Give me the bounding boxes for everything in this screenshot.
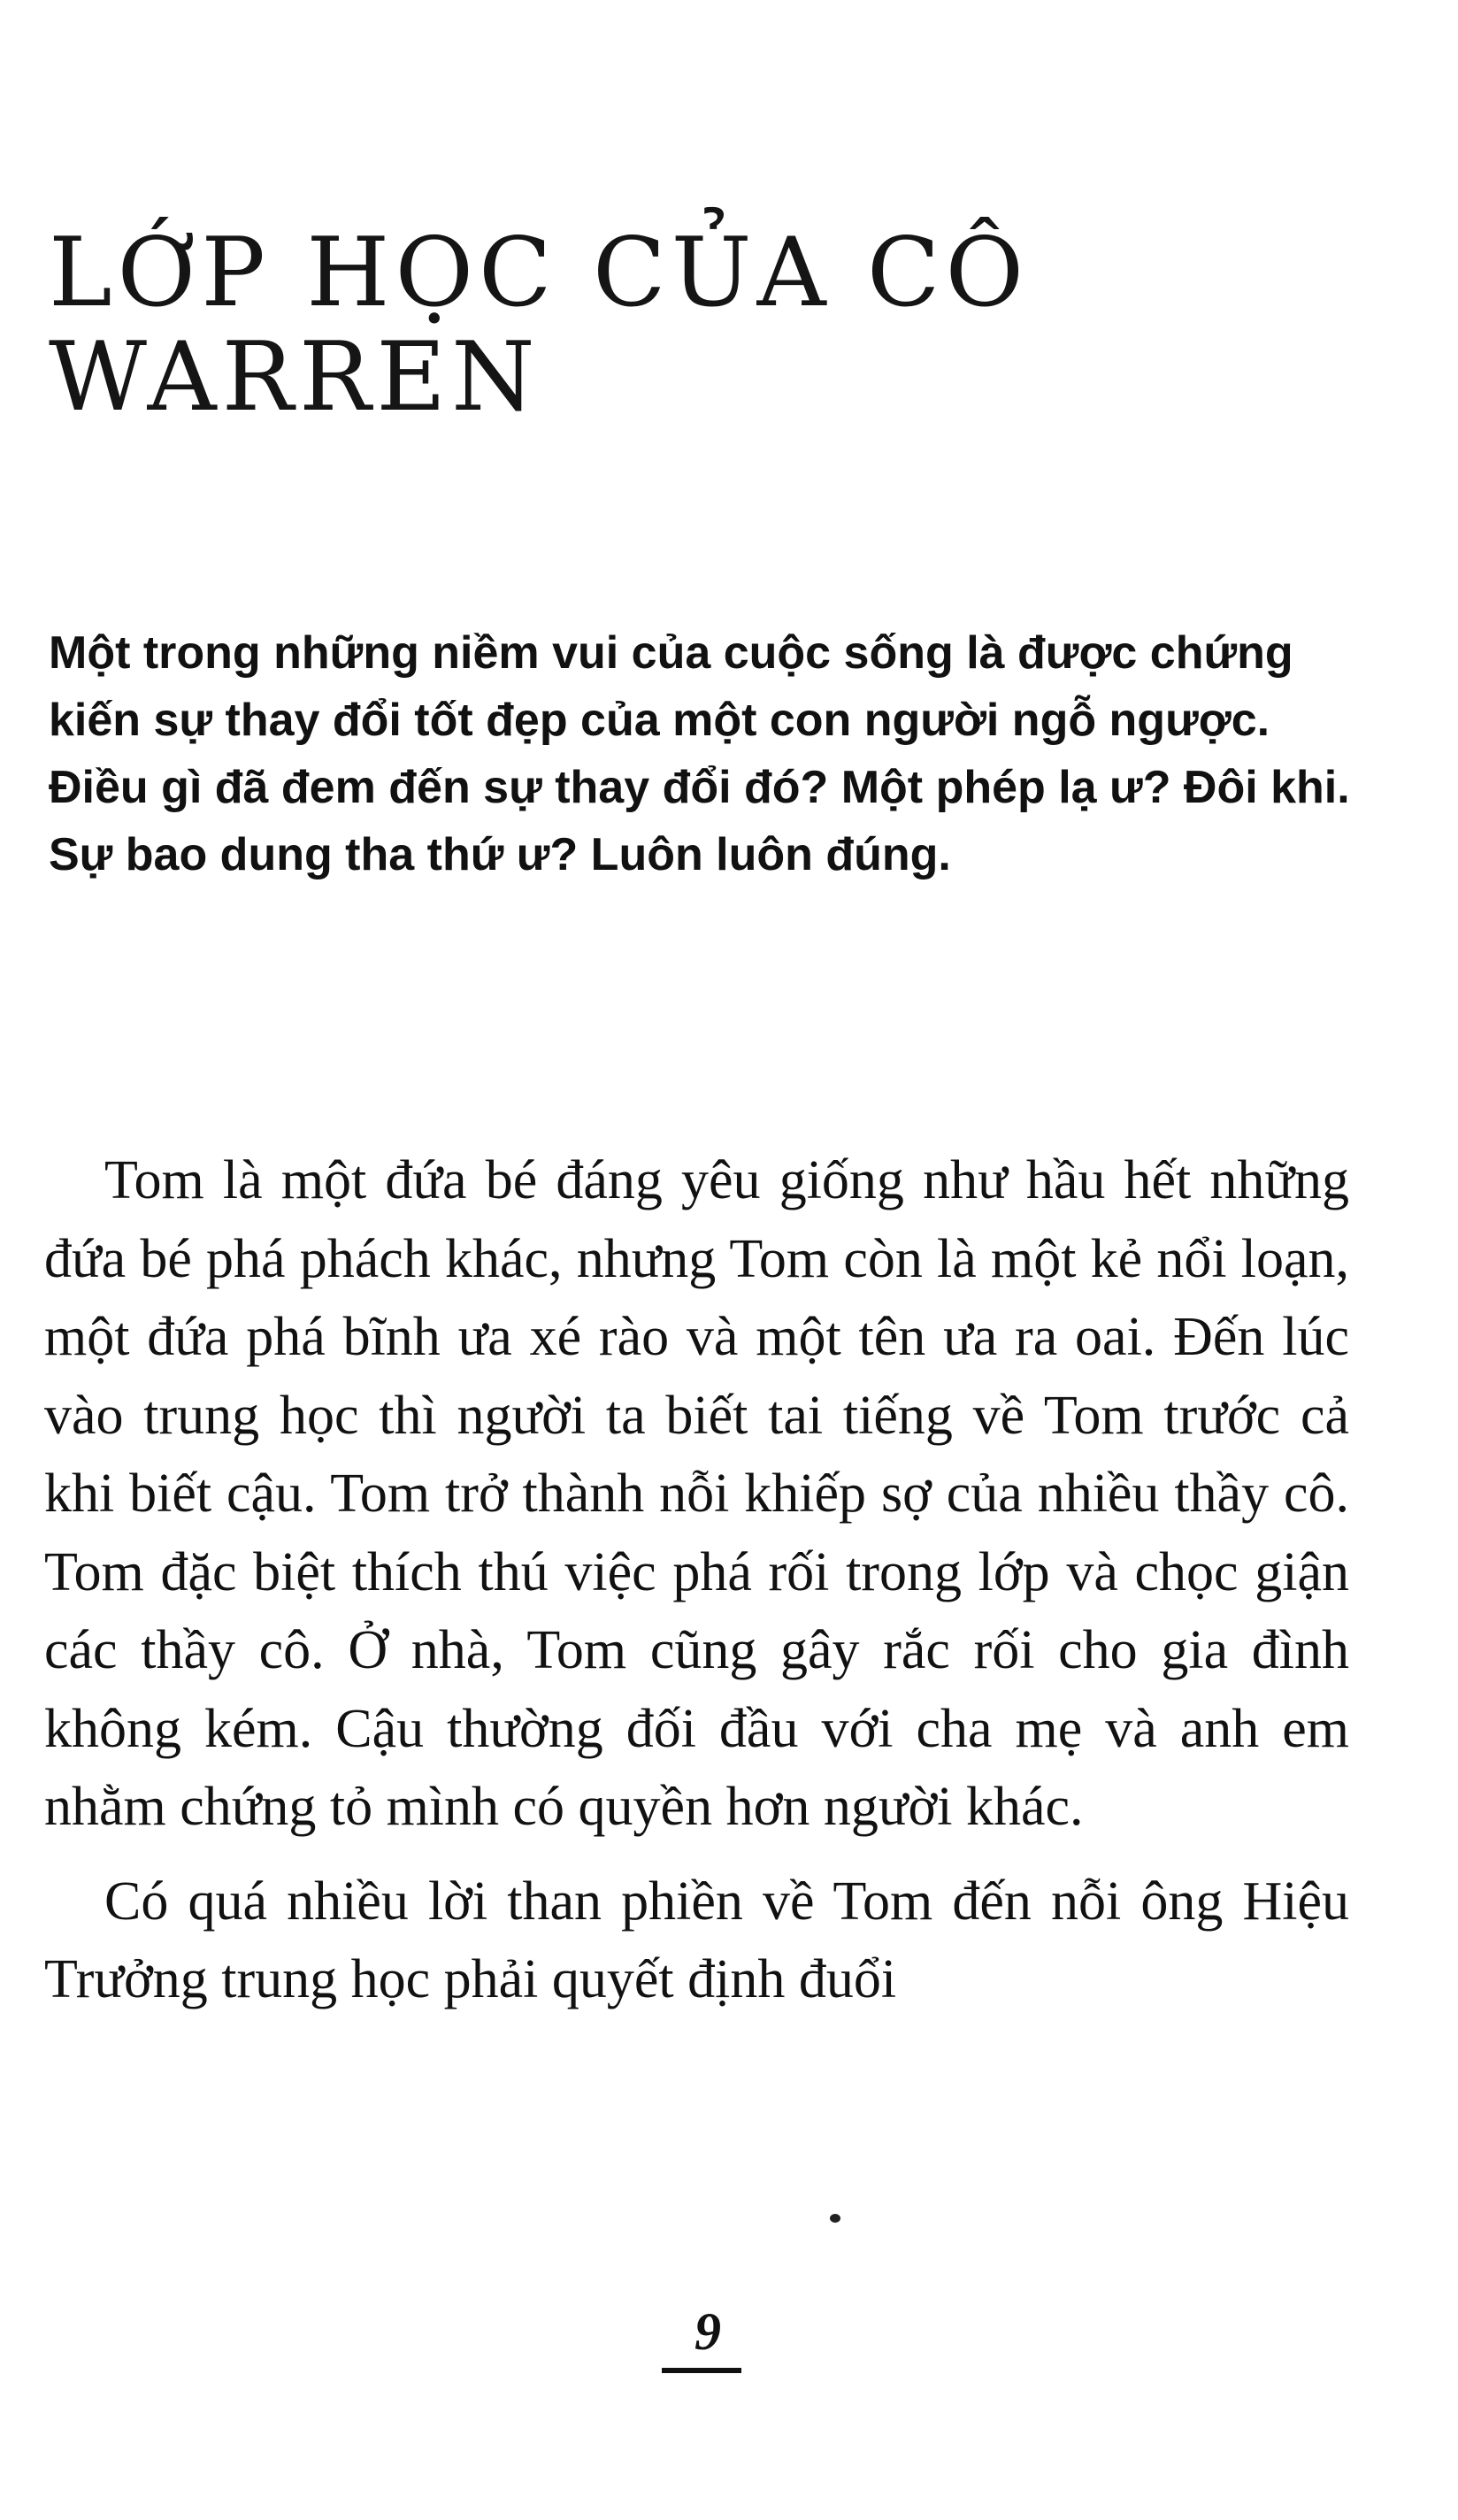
epigraph: Một trong những niềm vui của cuộc sống là được chứng kiến sự thay đổi tốt đẹp của một con người ngỗ ngược. Điều gì đã đem đến sự thay đổi đó? Một phép lạ ư? Đôi khi. Sự bao dung tha thứ ư? Luôn luôn đúng. (49, 627, 1350, 880)
chapter-title-line-2: WARREN (49, 322, 541, 433)
chapter-title-line-1: LỚP HỌC CỦA CÔ (49, 218, 1030, 328)
chapter-title (49, 218, 1376, 433)
body-text (44, 1141, 1349, 2035)
page-number: 9 (694, 2302, 721, 2361)
body-paragraph-1: Tom là một đứa bé đáng yêu giống như hầu hết những đứa bé phá phách khác, nhưng Tom còn là một kẻ nổi loạn, một đứa phá bĩnh ưa xé rào và một tên ưa ra oai. Đến lúc vào trung học thì người ta biết tai tiếng về Tom trước cả khi biết cậu. Tom trở thành nỗi khiếp sợ của nhiều thầy cô. Tom đặc biệt thích thú việc phá rối trong lớp và chọc giận các thầy cô. Ở nhà, Tom cũng gây rắc rối cho gia đình không kém. Cậu thường đối đầu với cha mẹ và anh em nhằm chứng tỏ mình có quyền hơn người khác. (44, 1150, 1349, 1837)
page-number-underline (662, 2368, 741, 2373)
ink-speck (830, 2214, 840, 2223)
body-paragraph-2: Có quá nhiều lời than phiền về Tom đến nỗi ông Hiệu Trưởng trung học phải quyết định đuổi (44, 1871, 1349, 2009)
